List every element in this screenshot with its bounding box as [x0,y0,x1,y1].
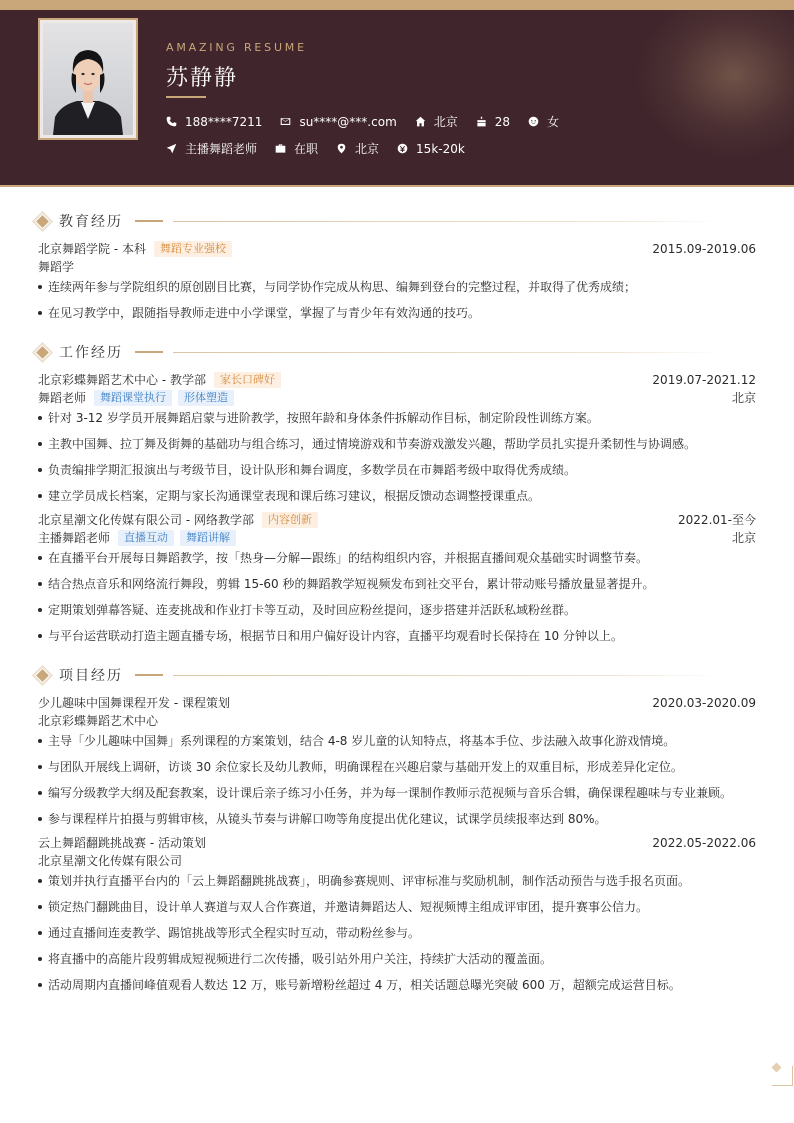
project-org-row [38,852,756,870]
candidate-name: 苏静静 [166,66,239,91]
project-title: 少儿趣味中国舞课程开发 - 课程策划 [38,696,230,710]
corner-diamond-decoration [772,1063,782,1073]
status-item [275,140,318,157]
section-divider [173,352,720,353]
section-divider [173,675,720,676]
work-location: 北京 [731,531,756,545]
phone-item [166,115,262,129]
section-header-education [36,211,720,231]
city-value: 北京 [433,115,458,129]
major: 舞蹈学 [38,260,75,274]
avatar [43,23,133,135]
section-header-project [36,665,720,685]
bullet-item: 活动周期内直播间峰值观看人数达 12 万，账号新增粉丝超过 4 万，相关话题总曝光突破 600 万，超额完成运营目标。 [38,976,756,994]
date-range: 2022.05-2022.06 [652,836,756,850]
location-pin-icon [336,143,347,154]
diamond-icon [36,669,49,682]
work-role-row [38,529,756,547]
phone-icon [166,116,177,127]
email-value: su****@***.com [299,114,397,129]
education-major-row [38,258,756,276]
gender-value: 女 [547,115,560,129]
work-entry-header [38,511,756,529]
section-divider [173,221,720,222]
bullet-item: 在直播平台开展每日舞蹈教学，按「热身—分解—跟练」的结构组织内容，并根据直播间观众基础实时调整节奏。 [38,549,756,567]
gender-item [528,113,559,130]
bullet-item: 结合热点音乐和网络流行舞段，剪辑 15-60 秒的舞蹈教学短视频发布到社交平台，累计带动账号播放量显著提升。 [38,575,756,593]
company-title: 北京彩蝶舞蹈艺术中心 - 教学部 [38,373,206,387]
date-range: 2015.09-2019.06 [652,242,756,256]
work-entry-header [38,371,756,389]
role-title: 主播舞蹈老师 [38,531,111,545]
highlight-tag: 家长口碑好 [214,372,281,388]
bullet-item: 策划并执行直播平台内的「云上舞蹈翻跳挑战赛」，明确参赛规则、评审标准与奖励机制，制作活动预告与选手报名页面。 [38,872,756,890]
avatar-frame [38,18,138,140]
face-icon [528,116,539,127]
work-location: 北京 [731,391,756,405]
bullet-item: 编写分级教学大纲及配套教案，设计课后亲子练习小任务，并为每一课制作教师示范视频与音乐合辑，确保课程趣味与专业兼顾。 [38,784,756,802]
section-title: 工作经历 [59,345,123,361]
project-entry-header [38,694,756,712]
bullet-item: 负责编排学期汇报演出与考级节目，设计队形和舞台调度，多数学员在市舞蹈考级中取得优秀成绩。 [38,461,756,479]
section-accent-bar [135,351,163,353]
project-title: 云上舞蹈翻跳挑战赛 - 活动策划 [38,836,206,850]
contact-info-row [166,113,577,130]
home-icon [415,116,426,127]
skill-tag: 形体塑造 [178,390,234,406]
job-intent-row [166,140,483,157]
age-item [476,115,510,129]
bullet-item: 主导「少儿趣味中国舞」系列课程的方案策划，结合 4-8 岁儿童的认知特点，将基本手位、步法融入故事化游戏情境。 [38,732,756,750]
bullet-item: 将直播中的高能片段剪辑成短视频进行二次传播，吸引站外用户关注，持续扩大活动的覆盖面。 [38,950,756,968]
section-title: 项目经历 [59,668,123,684]
section-accent-bar [135,220,163,222]
salary-item [397,142,465,156]
email-icon [280,116,291,127]
corner-line-decoration [792,1066,793,1086]
target-city-value: 北京 [355,142,380,156]
bullet-item: 针对 3-12 岁学员开展舞蹈启蒙与进阶教学，按照年龄和身体条件拆解动作目标，制定阶段性训练方案。 [38,409,756,427]
briefcase-icon [275,143,286,154]
section-title: 教育经历 [59,214,123,230]
work-role-row [38,389,756,407]
email-item [280,115,396,129]
diamond-icon [36,215,49,228]
corner-line-decoration [772,1085,793,1086]
bullet-item: 与平台运营联动打造主题直播专场，根据节日和用户偏好设计内容，直播平均观看时长保持在 10 分钟以上。 [38,627,756,645]
role-title: 舞蹈老师 [38,391,87,405]
date-range: 2020.03-2020.09 [652,696,756,710]
bullet-item: 主教中国舞、拉丁舞及街舞的基础功与组合练习，通过情境游戏和节奏游戏激发兴趣，帮助学员扎实提升柔韧性与协调感。 [38,435,756,453]
bullet-item: 参与课程样片拍摄与剪辑审核，从镜头节奏与讲解口吻等角度提出优化建议，试课学员续报率达到 80%。 [38,810,756,828]
birthday-cake-icon [476,116,487,127]
section-header-work [36,342,720,362]
avatar-portrait-icon [43,23,133,135]
skill-tag: 舞蹈讲解 [180,530,236,546]
city-item [415,113,458,130]
bullet-item: 通过直播间连麦教学、踢馆挑战等形式全程实时互动，带动粉丝参与。 [38,924,756,942]
section-accent-bar [135,674,163,676]
skill-tag: 直播互动 [118,530,174,546]
school-title: 北京舞蹈学院 - 本科 [38,242,146,256]
bullet-item: 连续两年参与学院组织的原创剧目比赛，与同学协作完成从构思、编舞到登台的完整过程，并取得了优秀成绩； [38,278,756,296]
date-range: 2019.07-2021.12 [652,373,756,387]
header-glow-decoration [634,10,794,160]
target-job-item [166,140,257,157]
highlight-tag: 舞蹈专业强校 [154,241,232,257]
status-value: 在职 [294,142,319,156]
date-range: 2022.01-至今 [678,513,756,527]
highlight-tag: 内容创新 [262,512,318,528]
project-entry-header [38,834,756,852]
bullet-item: 在见习教学中，跟随指导教师走进中小学课堂，掌握了与青少年有效沟通的技巧。 [38,304,756,322]
skill-tag: 舞蹈课堂执行 [94,390,172,406]
top-accent-strip [0,0,794,10]
diamond-icon [36,346,49,359]
project-org: 北京星潮文化传媒有限公司 [38,854,183,868]
project-org-row [38,712,756,730]
bullet-item: 与团队开展线上调研，访谈 30 余位家长及幼儿教师，明确课程在兴趣启蒙与基础开发上的双重目标，形成差异化定位。 [38,758,756,776]
name-underline [166,96,206,98]
bullet-item: 建立学员成长档案，定期与家长沟通课堂表现和课后练习建议，根据反馈动态调整授课重点。 [38,487,756,505]
age-value: 28 [494,114,511,129]
header-bottom-line [0,185,794,187]
send-icon [166,143,177,154]
project-org: 北京彩蝶舞蹈艺术中心 [38,714,159,728]
target-city-item [336,140,379,157]
money-icon [397,143,408,154]
bullet-item: 定期策划弹幕答疑、连麦挑战和作业打卡等互动，及时回应粉丝提问，逐步搭建并活跃私域粉丝群。 [38,601,756,619]
education-entry-header [38,240,756,258]
bullet-item: 锁定热门翻跳曲目，设计单人赛道与双人合作赛道，并邀请舞蹈达人、短视频博主组成评审团，提升赛事公信力。 [38,898,756,916]
brand-label: AMAZING RESUME [166,41,307,54]
salary-value: 15k-20k [416,141,465,156]
target-job-value: 主播舞蹈老师 [185,142,258,156]
phone-value: 188****7211 [185,114,263,129]
company-title: 北京星潮文化传媒有限公司 - 网络教学部 [38,513,254,527]
